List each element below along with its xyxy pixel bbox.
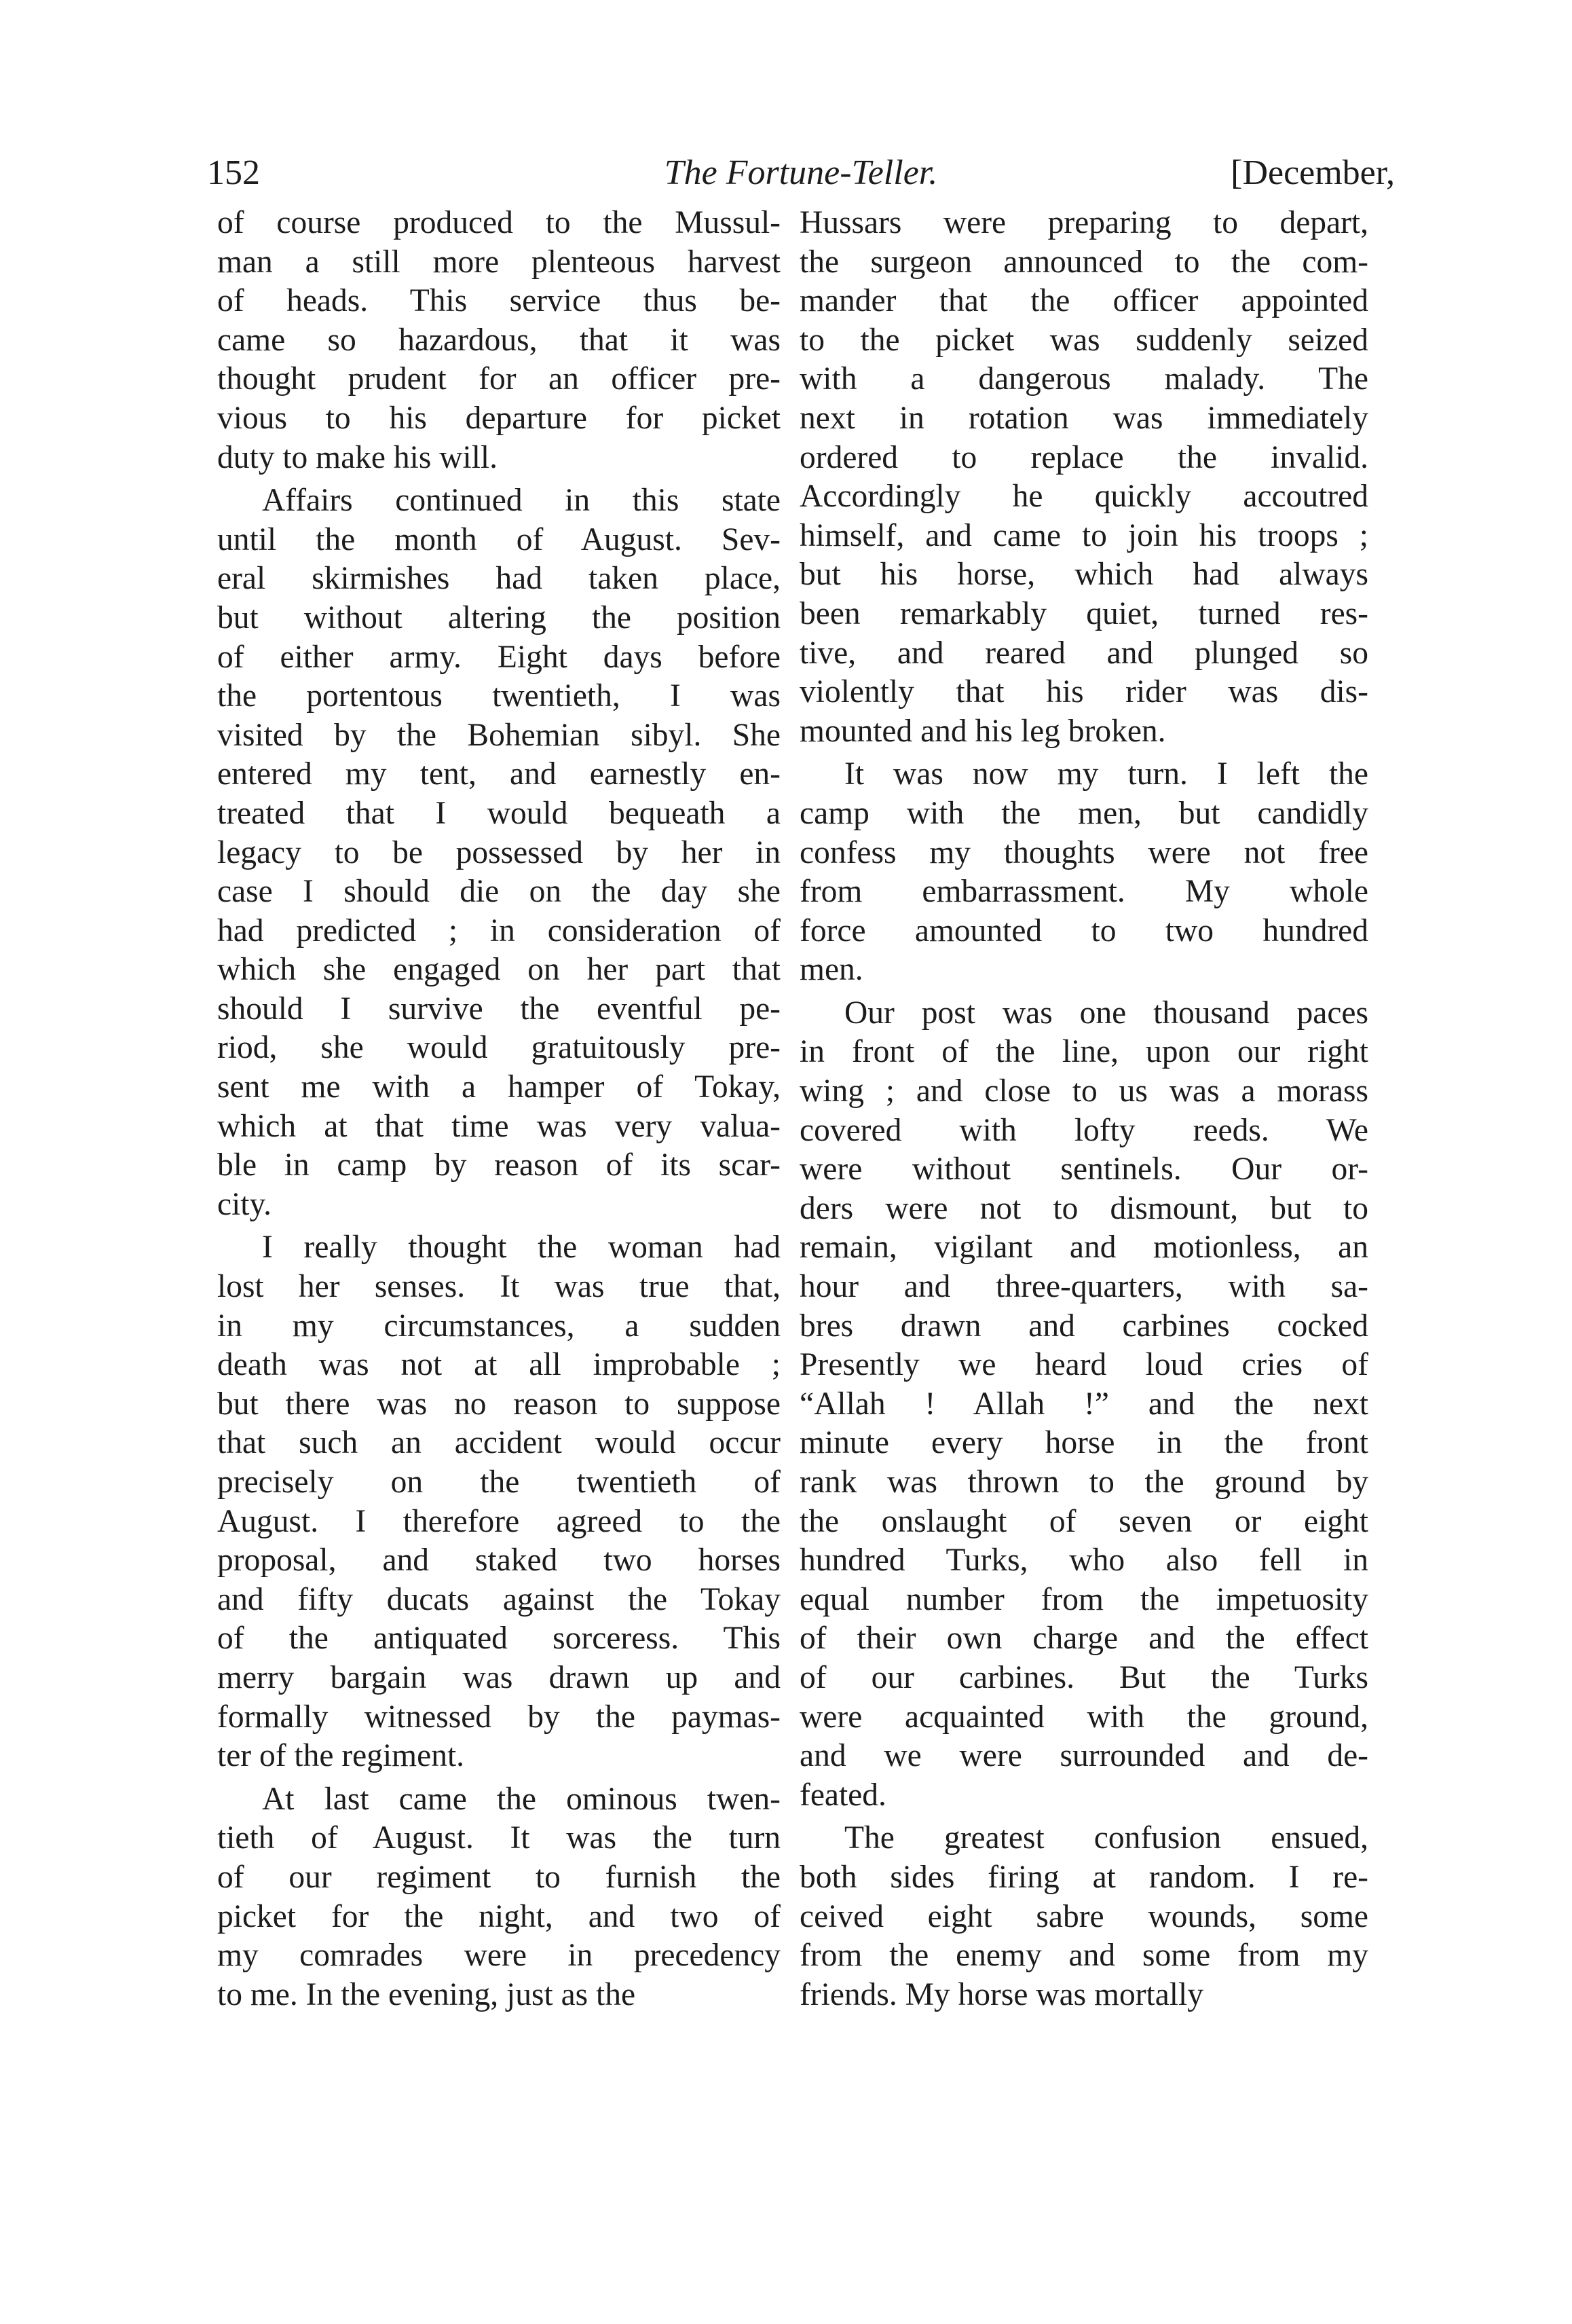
running-title: The Fortune-Teller. bbox=[664, 153, 938, 192]
text-line: riod, she would gratuitously pre- bbox=[217, 1030, 781, 1066]
text-line: which at that time was very valua- bbox=[217, 1108, 781, 1144]
text-line: the surgeon announced to the com- bbox=[800, 244, 1368, 280]
paragraph bbox=[217, 481, 781, 1224]
text-line: Presently we heard loud cries of bbox=[800, 1347, 1368, 1383]
text-line: friends. My horse was mortally bbox=[800, 1976, 1203, 2012]
paragraph bbox=[800, 755, 1368, 990]
text-line: feated. bbox=[800, 1777, 886, 1813]
text-line: formally witnessed by the paymas- bbox=[217, 1699, 781, 1735]
paragraph bbox=[800, 1819, 1368, 2014]
text-line: but his horse, which had always bbox=[800, 557, 1368, 593]
text-line: until the month of August. Sev- bbox=[217, 521, 781, 557]
paragraph bbox=[800, 994, 1368, 1815]
text-column-right bbox=[800, 204, 1368, 2018]
paragraph bbox=[217, 1780, 781, 2015]
paragraph bbox=[800, 204, 1368, 751]
text-line: but there was no reason to suppose bbox=[217, 1386, 781, 1422]
text-line: ders were not to dismount, but to bbox=[800, 1190, 1368, 1226]
text-line: were acquainted with the ground, bbox=[800, 1699, 1368, 1735]
text-line: vious to his departure for picket bbox=[217, 400, 781, 436]
text-line: and we were surrounded and de- bbox=[800, 1738, 1368, 1774]
text-line: sent me with a hamper of Tokay, bbox=[217, 1069, 781, 1105]
text-line: remain, vigilant and motionless, an bbox=[800, 1230, 1368, 1266]
text-line: of either army. Eight days before bbox=[217, 639, 781, 675]
text-line: next in rotation was immediately bbox=[800, 400, 1368, 436]
text-line: force amounted to two hundred bbox=[800, 912, 1368, 948]
text-line: merry bargain was drawn up and bbox=[217, 1659, 781, 1695]
text-line: with a dangerous malady. The bbox=[800, 361, 1368, 397]
text-line: the portentous twentieth, I was bbox=[217, 678, 781, 714]
text-line: been remarkably quiet, turned res- bbox=[800, 595, 1368, 631]
text-line: death was not at all improbable ; bbox=[217, 1347, 781, 1383]
text-line: tive, and reared and plunged so bbox=[800, 635, 1368, 671]
text-line: The greatest confusion ensued, bbox=[844, 1820, 1368, 1856]
text-line: visited by the Bohemian sibyl. She bbox=[217, 717, 781, 753]
text-line: my comrades were in precedency bbox=[217, 1938, 781, 1974]
text-line: city. bbox=[217, 1186, 272, 1222]
text-line: of course produced to the Mussul- bbox=[217, 205, 781, 240]
text-line: both sides firing at random. I re- bbox=[800, 1859, 1368, 1895]
text-line: but without altering the position bbox=[217, 600, 781, 635]
text-line: ter of the regiment. bbox=[217, 1738, 465, 1774]
text-line: which she engaged on her part that bbox=[217, 952, 781, 988]
text-line: violently that his rider was dis- bbox=[800, 674, 1368, 710]
text-line: of the antiquated sorceress. This bbox=[217, 1621, 781, 1657]
text-line: in my circumstances, a sudden bbox=[217, 1308, 781, 1344]
text-line: case I should die on the day she bbox=[217, 874, 781, 910]
text-line: minute every horse in the front bbox=[800, 1425, 1368, 1461]
text-line: lost her senses. It was true that, bbox=[217, 1269, 781, 1305]
text-line: I really thought the woman had bbox=[262, 1230, 781, 1266]
text-line: hour and three-quarters, with sa- bbox=[800, 1269, 1368, 1305]
text-line: man a still more plenteous harvest bbox=[217, 244, 781, 280]
text-line: of their own charge and the effect bbox=[800, 1621, 1368, 1657]
text-column-left bbox=[217, 204, 781, 2018]
text-line: came so hazardous, that it was bbox=[217, 322, 781, 358]
text-line: thought prudent for an officer pre- bbox=[217, 361, 781, 397]
paragraph bbox=[217, 204, 781, 477]
text-line: August. I therefore agreed to the bbox=[217, 1503, 781, 1539]
text-line: ble in camp by reason of its scar- bbox=[217, 1147, 781, 1183]
text-line: should I survive the eventful pe- bbox=[217, 991, 781, 1027]
running-head bbox=[207, 146, 1395, 200]
text-line: from the enemy and some from my bbox=[800, 1938, 1368, 1974]
text-line: entered my tent, and earnestly en- bbox=[217, 756, 781, 792]
text-line: in front of the line, upon our right bbox=[800, 1034, 1368, 1070]
text-line: from embarrassment. My whole bbox=[800, 874, 1368, 910]
page-number: 152 bbox=[207, 153, 260, 192]
text-line: and fifty ducats against the Tokay bbox=[217, 1581, 781, 1617]
text-line: to the picket was suddenly seized bbox=[800, 322, 1368, 358]
text-line: It was now my turn. I left the bbox=[844, 756, 1368, 792]
text-line: proposal, and staked two horses bbox=[217, 1543, 781, 1579]
text-line: of our carbines. But the Turks bbox=[800, 1659, 1368, 1695]
text-line: himself, and came to join his troops ; bbox=[800, 517, 1368, 553]
text-line: eral skirmishes had taken place, bbox=[217, 561, 781, 597]
text-line: mander that the officer appointed bbox=[800, 283, 1368, 319]
text-line: the onslaught of seven or eight bbox=[800, 1503, 1368, 1539]
text-line: of our regiment to furnish the bbox=[217, 1859, 781, 1895]
text-line: to me. In the evening, just as the bbox=[217, 1976, 636, 2012]
text-line: At last came the ominous twen- bbox=[262, 1781, 781, 1817]
text-line: men. bbox=[800, 952, 863, 988]
text-line: mounted and his leg broken. bbox=[800, 713, 1166, 749]
text-line: camp with the men, but candidly bbox=[800, 795, 1368, 831]
text-line: precisely on the twentieth of bbox=[217, 1464, 781, 1500]
text-line: Hussars were preparing to depart, bbox=[800, 205, 1368, 240]
text-line: Affairs continued in this state bbox=[262, 483, 781, 519]
text-line: that such an accident would occur bbox=[217, 1425, 781, 1461]
text-line: covered with lofty reeds. We bbox=[800, 1112, 1368, 1148]
text-line: Our post was one thousand paces bbox=[844, 995, 1368, 1031]
text-line: treated that I would bequeath a bbox=[217, 795, 781, 831]
text-line: legacy to be possessed by her in bbox=[217, 834, 781, 870]
text-line: confess my thoughts were not free bbox=[800, 834, 1368, 870]
text-line: ceived eight sabre wounds, some bbox=[800, 1898, 1368, 1934]
text-line: picket for the night, and two of bbox=[217, 1898, 781, 1934]
text-line: ordered to replace the invalid. bbox=[800, 439, 1368, 475]
text-line: hundred Turks, who also fell in bbox=[800, 1543, 1368, 1579]
text-line: of heads. This service thus be- bbox=[217, 283, 781, 319]
text-line: wing ; and close to us was a morass bbox=[800, 1073, 1368, 1109]
text-line: duty to make his will. bbox=[217, 439, 498, 475]
text-line: bres drawn and carbines cocked bbox=[800, 1308, 1368, 1344]
running-month: [December, bbox=[1231, 153, 1395, 192]
text-line: rank was thrown to the ground by bbox=[800, 1464, 1368, 1500]
text-line: Accordingly he quickly accoutred bbox=[800, 479, 1368, 515]
paragraph bbox=[217, 1228, 781, 1775]
text-line: were without sentinels. Our or- bbox=[800, 1151, 1368, 1187]
text-line: equal number from the impetuosity bbox=[800, 1581, 1368, 1617]
text-line: “Allah ! Allah !” and the next bbox=[800, 1386, 1368, 1422]
text-line: had predicted ; in consideration of bbox=[217, 912, 781, 948]
text-line: tieth of August. It was the turn bbox=[217, 1820, 781, 1856]
